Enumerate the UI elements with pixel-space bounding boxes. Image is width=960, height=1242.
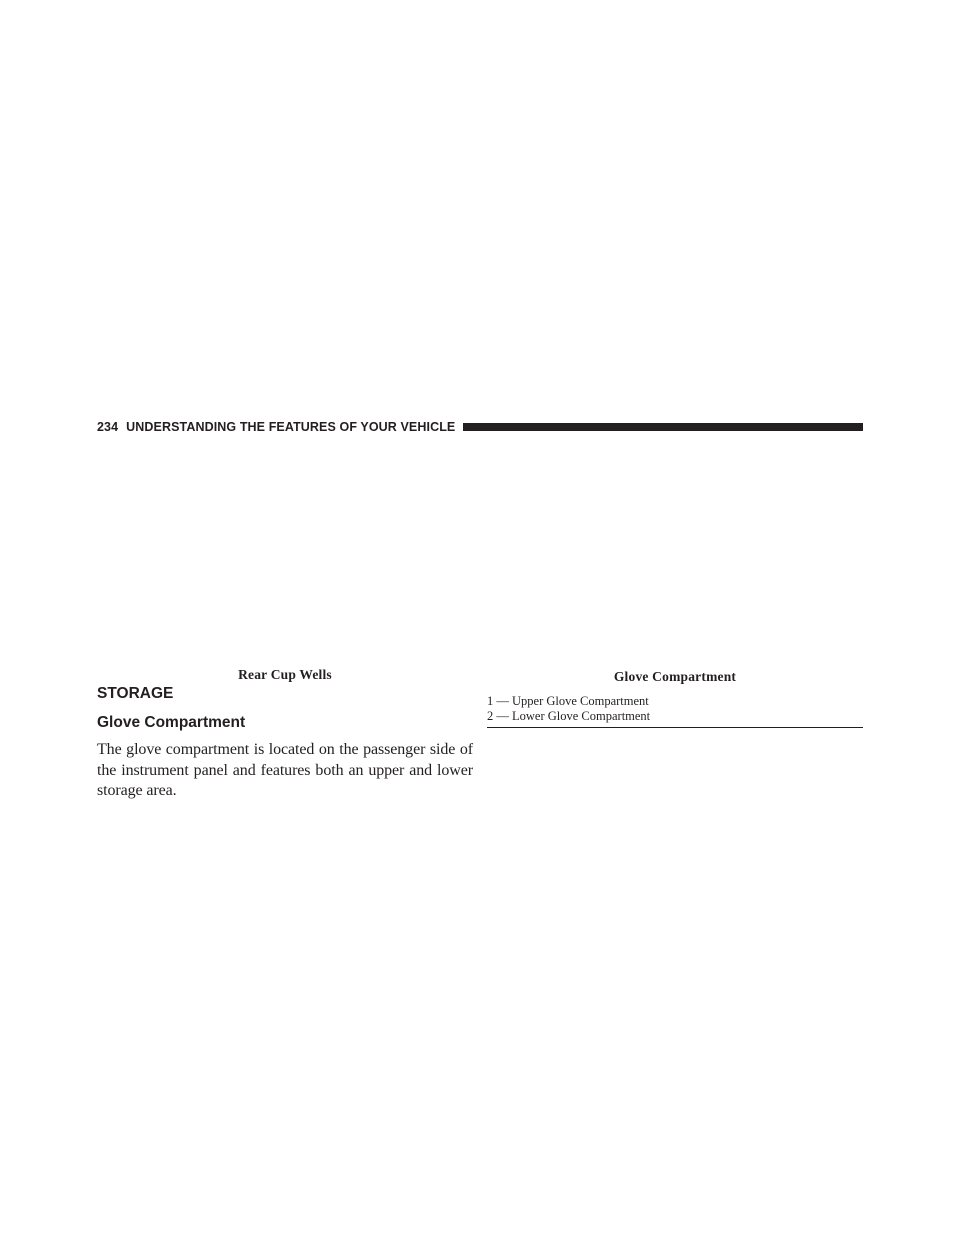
header-rule	[463, 423, 863, 431]
legend-item-lower: 2 — Lower Glove Compartment	[487, 709, 651, 723]
legend-item-upper: 1 — Upper Glove Compartment	[487, 694, 649, 708]
section-heading: STORAGE	[97, 685, 174, 702]
page-header	[97, 418, 863, 436]
page-number: 234	[97, 420, 119, 434]
glove-compartment-caption: Glove Compartment	[613, 669, 737, 684]
figure-legend	[487, 694, 863, 728]
body-paragraph: The glove compartment is located on the passenger side of the instrument panel and features both an upper and lower storage area.	[97, 741, 473, 799]
chapter-title: UNDERSTANDING THE FEATURES OF YOUR VEHICLE	[126, 420, 456, 434]
sub-heading: Glove Compartment	[97, 714, 246, 731]
rear-cup-wells-caption: Rear Cup Wells	[238, 667, 332, 682]
